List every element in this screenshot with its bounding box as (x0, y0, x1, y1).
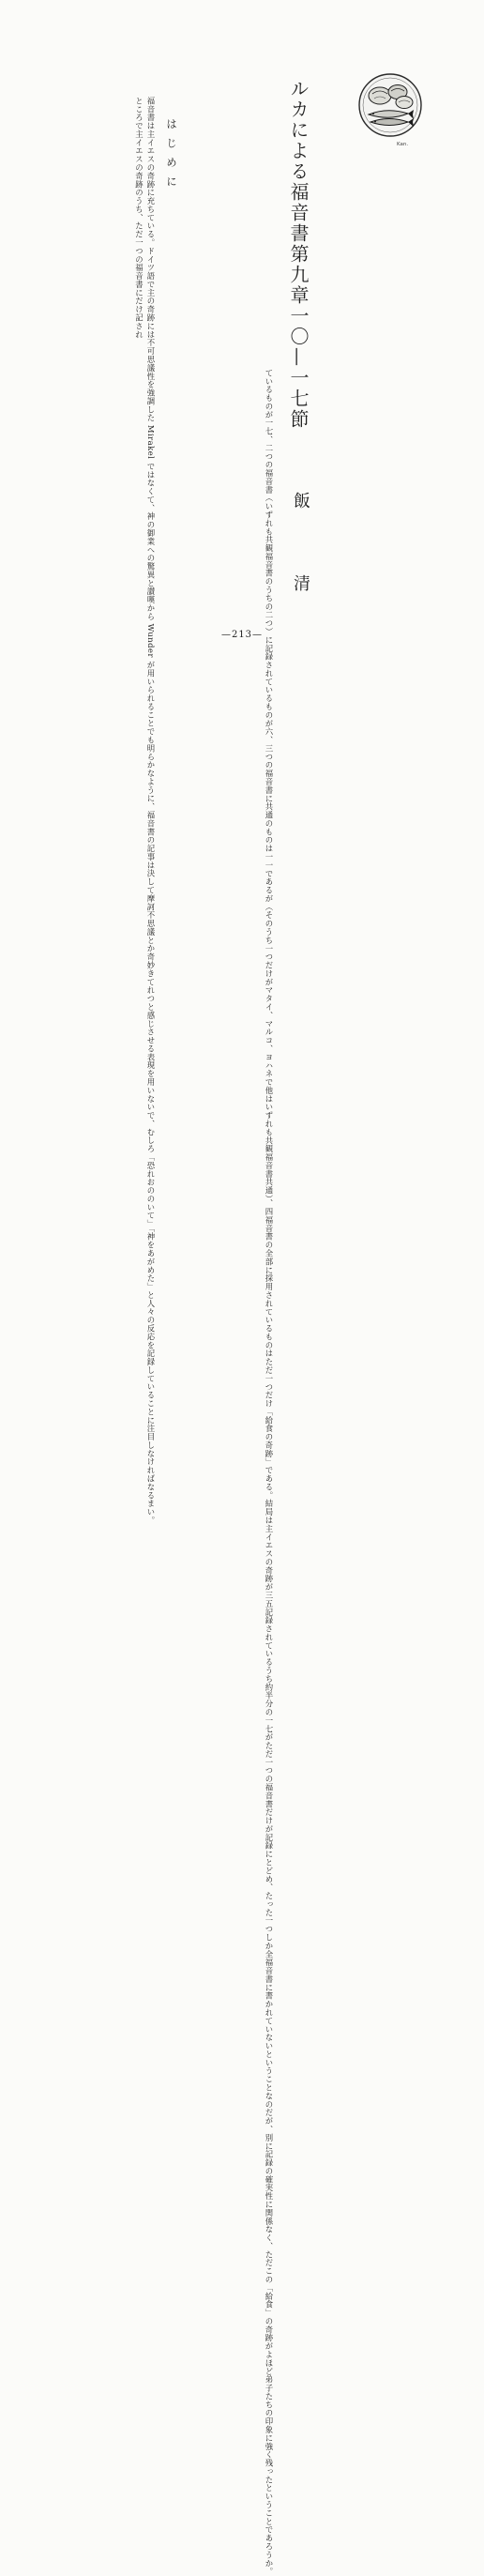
intro-text-block (55, 89, 157, 1525)
page-number: —213— (220, 630, 264, 640)
section-heading: はじめに (165, 118, 178, 195)
bread-loaf-icon (369, 87, 391, 104)
loaves-and-fishes-illustration (352, 71, 429, 139)
continuation-paragraph: ているものが一七、二つの福音書（いずれも共観福音書のうちの二つ）に記録されているものが六、三つの福音書に共通のものは一一であるが（そのうち一つだけがマタイ、マルコ、ヨハネで他はいずれも共観福音書共通）、四福音書の全部に採用されているものはただ一つだけ「給食の奇跡」である。結局は主イエスの奇跡が三五記録されているうち約半分の一七がただ一つの福音書だけが記録にとどめ、たった一つしか全福音書に書かれていないということなのだが、別に記録の確実性に関係なく、ただこの「給食」の奇跡がよほど弟子たちの印象に強く残ったということであろうか。 (265, 369, 274, 2576)
intro-paragraph-1: 福音書は主イエスの奇跡に充ちている。ドイツ語で主の奇跡には不可思議性を強調した Mirakel ではなくて、神の御業への驚異と讃嘆から Wunder が用いられることでも明らかなように、福音書の記事は決して摩訶不思議とか奇妙きてれつと感じさせる表現を用いないで、むしろ「恐れおののいて」「神をあがめた」と人々の反応を記録していることに注目しなければなるまい。 (146, 97, 156, 1525)
illustration-signature: Kan. (397, 142, 409, 147)
author-given-name: 清 (291, 574, 310, 591)
intro-paragraph-2: ところで主イエスの奇跡のうち、ただ一つの福音書にだけ記され (134, 97, 144, 340)
bread-loaf-icon (396, 97, 413, 109)
author-surname: 飯 (291, 492, 310, 509)
article-title: ルカによる福音書第九章一〇—一七節 (287, 79, 310, 430)
